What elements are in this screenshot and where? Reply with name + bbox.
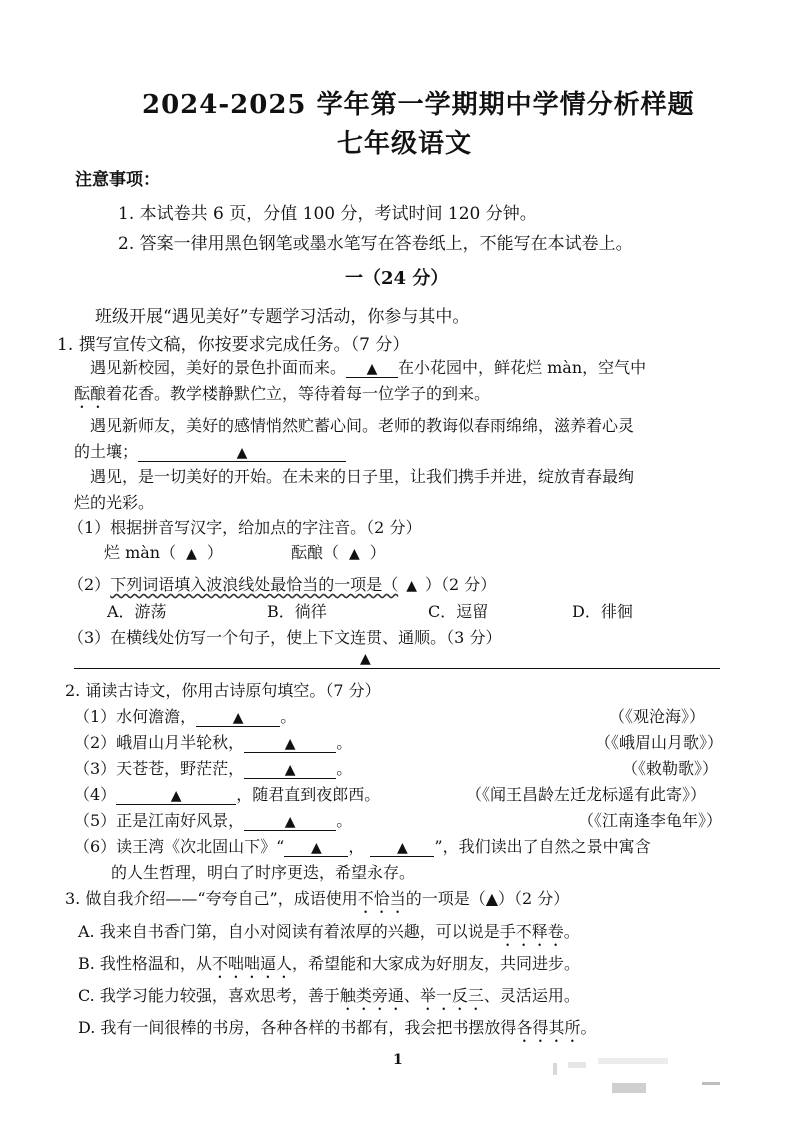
answer-blank [244, 811, 336, 831]
triangle-marker-icon: ▲ [406, 578, 417, 594]
poem-line: （5）正是江南好风景， ▲ 。 [74, 811, 353, 830]
notice-item: 1. 本试卷共 6 页，分值 100 分，考试时间 120 分钟。 [118, 204, 537, 224]
scan-smudge [612, 1083, 646, 1093]
sub-question-3: （3）在横线处仿写一个句子，使上下文连贯、通顺。（3 分） [68, 628, 502, 647]
question-3-stem: 3. 做自我介绍——“夸夸自己”，成语使用不恰当的一项是（▲）（2 分） [65, 889, 570, 908]
passage-text: 的土壤； [74, 442, 139, 461]
poem-source: （《闻王昌龄左迁龙标遥有此寄》） [466, 785, 707, 804]
scan-smudge [568, 1062, 586, 1068]
page-number: 1 [393, 1052, 403, 1068]
option-a: A．游荡 [107, 602, 167, 621]
idiom: 各得其所 [516, 1018, 581, 1037]
poem-line: （6）读王湾《次北固山下》“ ▲ ， ▲ ”，我们读出了自然之景中寓含 [74, 837, 651, 856]
triangle-marker-icon: ▲ [310, 840, 322, 856]
answer-blank [346, 358, 398, 378]
passage-line [74, 439, 346, 462]
passage-text: 着花香。教学楼静默伫立，等待着每一位学子的到来。 [106, 384, 491, 403]
passage-line: 遇见，是一切美好的开始。在未来的日子里，让我们携手并进，绽放青春最绚 [90, 467, 635, 486]
poem-line: （3）天苍苍，野茫茫， ▲ 。 [74, 759, 353, 778]
passage-text: 在小花园中，鲜花烂 màn，空气中 [398, 358, 647, 377]
sub-question-1: （1）根据拼音写汉字，给加点的字注音。（2 分） [68, 518, 422, 537]
triangle-marker-icon: ▲ [236, 445, 248, 461]
triangle-marker-icon: ▲ [186, 546, 197, 562]
triangle-marker-icon: ▲ [232, 710, 244, 726]
triangle-marker-icon: ▲ [360, 651, 371, 667]
answer-blank [284, 837, 348, 857]
answer-blank [116, 785, 236, 805]
pinyin-item: 酝酿（ ▲ ） [291, 543, 386, 562]
choice-a: A. 我来自书香门第，自小对阅读有着浓厚的兴趣，可以说是手不释卷。 [78, 922, 580, 941]
triangle-marker-icon: ▲ [349, 546, 360, 562]
triangle-marker-icon: ▲ [366, 361, 378, 377]
sub-question-2: （2）下列词语填入波浪线处最恰当的一项是（ ▲ ）（2 分） [68, 575, 497, 594]
passage-text: 遇见新校园，美好的景色扑面而来。 [90, 358, 347, 377]
emphasis-text: 不恰当 [357, 889, 406, 908]
option-c: C．逗留 [428, 602, 489, 621]
poem-source: （《江南逢李龟年》） [578, 811, 723, 830]
passage-line: 烂的光彩。 [74, 493, 155, 512]
poem-source: （《观沧海》） [609, 707, 706, 726]
triangle-marker-icon: ▲ [170, 788, 182, 804]
dotted-char: 酝 [74, 384, 91, 403]
passage-line [74, 381, 490, 412]
question-1-stem: 1. 撰写宣传文稿，你按要求完成任务。（7 分） [57, 335, 410, 355]
idiom: 举一反三 [419, 986, 484, 1005]
answer-blank [244, 733, 336, 753]
answer-blank [138, 442, 346, 462]
poem-line: 的人生哲理，明白了时序更迭，希望永存。 [111, 863, 416, 882]
triangle-marker-icon: ▲ [284, 762, 296, 778]
scan-smudge [598, 1058, 668, 1064]
answer-blank [196, 707, 280, 727]
activity-intro: 班级开展“遇见美好”专题学习活动，你参与其中。 [95, 307, 470, 327]
idiom: 不咄咄逼人 [211, 954, 292, 973]
exam-subtitle: 七年级语文 [337, 129, 473, 159]
poem-source: （《峨眉山月歌》） [595, 733, 724, 752]
option-b: B．徜徉 [267, 602, 327, 621]
poem-line: （2）峨眉山月半轮秋， ▲ 。 [74, 733, 353, 752]
answer-line [74, 668, 720, 669]
pinyin-item: 烂 màn（ ▲ ） [104, 543, 223, 562]
poem-line: （1）水何澹澹， ▲ 。 [74, 707, 297, 726]
choice-d: D. 我有一间很棒的书房，各种各样的书都有，我会把书摆放得各得其所。 [78, 1018, 597, 1037]
question-2-stem: 2. 诵读古诗文，你用古诗原句填空。（7 分） [65, 681, 381, 700]
scan-smudge [702, 1082, 720, 1085]
passage-line [90, 355, 646, 378]
option-d: D．徘徊 [572, 602, 633, 621]
idiom: 触类旁通 [339, 986, 404, 1005]
exam-title: 2024-2025 学年第一学期期中学情分析样题 [142, 90, 695, 120]
answer-blank [244, 759, 336, 779]
poem-line: （4） ▲ ，随君直到夜郎西。 [74, 785, 381, 804]
choice-b: B. 我性格温和，从不咄咄逼人，希望能和大家成为好朋友，共同进步。 [78, 954, 580, 973]
poem-source: （《敕勒歌》） [622, 759, 719, 778]
notice-heading: 注意事项： [75, 170, 160, 190]
triangle-marker-icon: ▲ [284, 736, 296, 752]
answer-blank [370, 837, 434, 857]
triangle-marker-icon: ▲ [284, 814, 296, 830]
passage-line: 遇见新师友，美好的感情悄然贮蓄心间。老师的教诲似春雨绵绵，滋养着心灵 [90, 416, 635, 435]
triangle-marker-icon: ▲ [397, 840, 408, 856]
idiom: 手不释卷 [499, 922, 564, 941]
section-heading: 一（24 分） [345, 268, 449, 289]
dotted-char: 酿 [90, 384, 107, 403]
scan-smudge [553, 1063, 557, 1075]
notice-item: 2. 答案一律用黑色钢笔或墨水笔写在答卷纸上，不能写在本试卷上。 [118, 234, 633, 254]
choice-c: C. 我学习能力较强，喜欢思考，善于触类旁通、举一反三、灵活运用。 [78, 986, 580, 1005]
